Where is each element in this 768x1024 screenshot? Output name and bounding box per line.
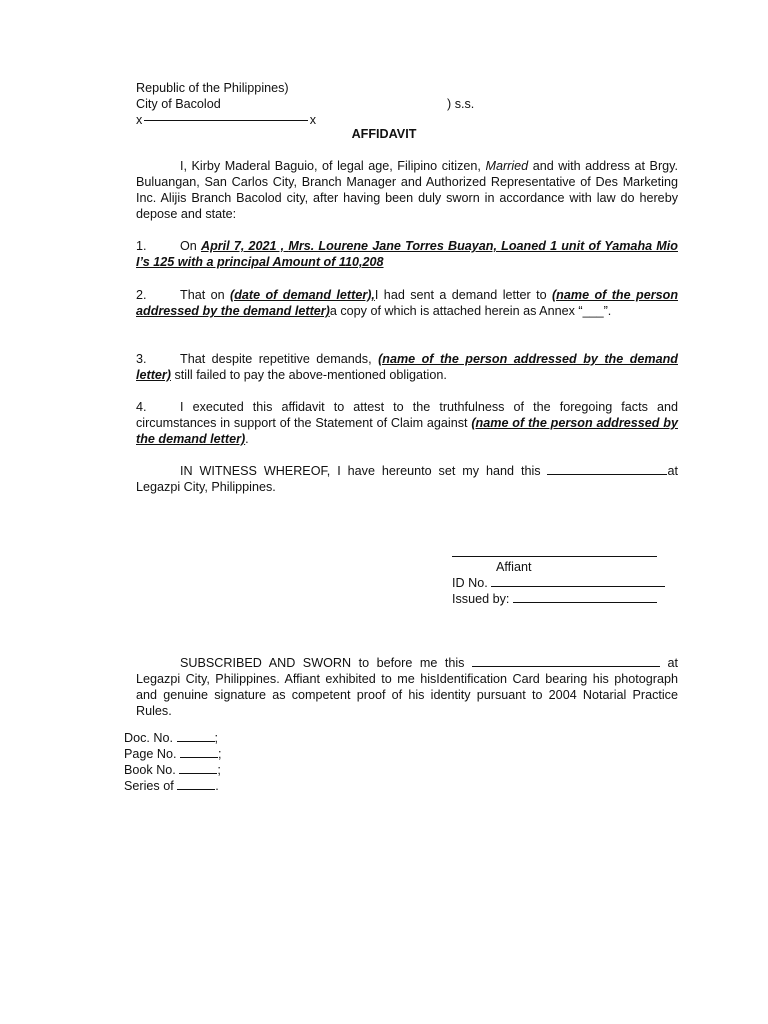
intro-married: Married bbox=[485, 159, 529, 173]
affiant-signature-line[interactable] bbox=[452, 556, 657, 557]
book-no-row bbox=[124, 762, 222, 778]
venue-republic: Republic of the Philippines) bbox=[136, 81, 289, 95]
issued-by-label: Issued by: bbox=[452, 592, 513, 606]
item-1-date: April 7, 2021 bbox=[200, 239, 277, 253]
jurat-prefix: SUBSCRIBED AND SWORN to before me this bbox=[180, 656, 472, 670]
notarial-register bbox=[124, 730, 222, 794]
book-no-label: Book No. bbox=[124, 763, 176, 777]
item-3 bbox=[136, 351, 678, 383]
separator-rule bbox=[144, 120, 308, 121]
item-1-detail: Mrs. Lourene Jane Torres Buayan, Loaned 1 unit of Yamaha Mio I’s 125 with a principal Amount of 110,208 bbox=[136, 239, 678, 269]
doc-no-end: ; bbox=[214, 731, 218, 745]
venue-city: City of Bacolod bbox=[136, 97, 221, 111]
item-2-mid: I had sent a demand letter to bbox=[374, 288, 552, 302]
jurat-date-blank[interactable] bbox=[472, 655, 660, 667]
id-number-blank[interactable] bbox=[491, 575, 665, 587]
series-label: Series of bbox=[124, 779, 174, 793]
intro-text-a: I, Kirby Maderal Baguio, of legal age, Filipino citizen, bbox=[180, 159, 486, 173]
item-1-prefix: On bbox=[180, 239, 201, 253]
item-4-suffix: . bbox=[245, 432, 249, 446]
id-number-row bbox=[452, 575, 665, 591]
item-1 bbox=[136, 238, 678, 270]
item-2-number: 2. bbox=[136, 288, 147, 302]
doc-no-blank[interactable] bbox=[177, 730, 215, 742]
jurat-paragraph bbox=[136, 655, 678, 719]
item-1-sep: , bbox=[276, 239, 289, 253]
affiant-label: Affiant bbox=[496, 560, 532, 574]
item-1-number: 1. bbox=[136, 239, 147, 253]
page-no-label: Page No. bbox=[124, 747, 177, 761]
item-2-suffix: a copy of which is attached herein as Annex “___”. bbox=[329, 304, 612, 318]
page-no-blank[interactable] bbox=[180, 746, 218, 758]
item-4-person-placeholder: (name of the person addressed by the demand letter) bbox=[136, 416, 678, 446]
item-2-prefix: That on bbox=[180, 288, 230, 302]
separator-x-right: x bbox=[309, 113, 316, 127]
intro-paragraph bbox=[136, 158, 678, 222]
separator-x-left: x bbox=[136, 113, 143, 127]
jurat-suffix: at Legazpi City, Philippines. Affiant exhibited to me hisIdentification Card bearing his photograph and genuine signature as competent proof of his identity pursuant to 2004 Notarial Practice Rules. bbox=[136, 656, 678, 718]
item-2-person-placeholder: (name of the person addressed by the demand letter) bbox=[136, 288, 679, 318]
item-3-number: 3. bbox=[136, 352, 147, 366]
venue-block bbox=[136, 80, 475, 127]
witness-paragraph bbox=[136, 463, 678, 495]
intro-text-b: and with address at Brgy. Buluangan, San Carlos City, Branch Manager and Authorized Representative of Des Marketing Inc. Alijis Branch Bacolod city, after having been duly sworn in accordance with law do hereby depose and state: bbox=[136, 159, 679, 221]
doc-no-row bbox=[124, 730, 222, 746]
witness-date-blank[interactable] bbox=[547, 463, 667, 475]
page-no-row bbox=[124, 746, 222, 762]
item-4 bbox=[136, 399, 678, 447]
item-3-prefix: That despite repetitive demands, bbox=[180, 352, 379, 366]
series-end: . bbox=[215, 779, 219, 793]
item-2-date-placeholder: (date of demand letter), bbox=[230, 288, 375, 302]
series-row bbox=[124, 778, 222, 794]
venue-ss: ) s.s. bbox=[447, 97, 475, 111]
series-blank[interactable] bbox=[177, 778, 215, 790]
book-no-blank[interactable] bbox=[179, 762, 217, 774]
issued-by-blank[interactable] bbox=[513, 591, 657, 603]
item-4-prefix: I executed this affidavit to attest to the truthfulness of the foregoing facts and circumstances in support of the Statement of Claim against bbox=[136, 400, 678, 430]
item-3-person-placeholder: (name of the person addressed by the demand letter) bbox=[136, 352, 678, 382]
page-no-end: ; bbox=[218, 747, 222, 761]
doc-no-label: Doc. No. bbox=[124, 731, 173, 745]
document-title: AFFIDAVIT bbox=[351, 127, 417, 141]
item-4-number: 4. bbox=[136, 400, 147, 414]
witness-suffix: at Legazpi City, Philippines. bbox=[136, 464, 678, 494]
book-no-end: ; bbox=[217, 763, 221, 777]
item-2 bbox=[136, 287, 678, 319]
item-3-suffix: still failed to pay the above-mentioned obligation. bbox=[171, 368, 447, 382]
witness-prefix: IN WITNESS WHEREOF, I have hereunto set my hand this bbox=[180, 464, 548, 478]
id-number-label: ID No. bbox=[452, 576, 492, 590]
issued-by-row bbox=[452, 591, 657, 607]
